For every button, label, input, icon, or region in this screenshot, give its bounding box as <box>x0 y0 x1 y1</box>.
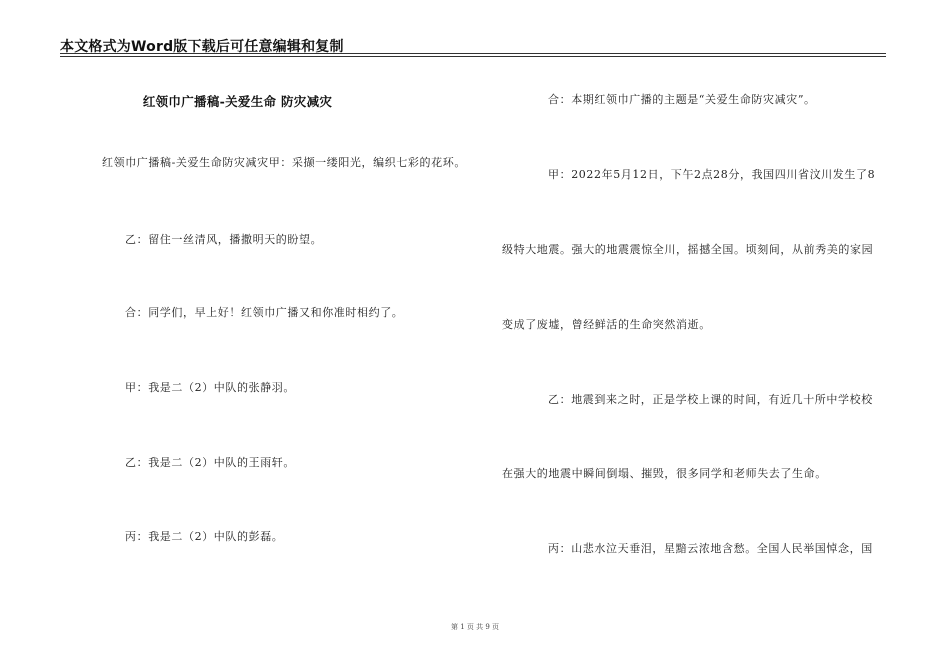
right-line-1: 合：本期红领巾广播的主题是“关爱生命防灾减灾”。 <box>548 93 816 106</box>
header-banner: 本文格式为Word版下载后可任意编辑和复制 <box>60 39 344 55</box>
left-line-2: 乙：留住一丝清风，播撒明天的盼望。 <box>125 233 323 246</box>
right-line-2: 甲：2022年5月12日，下午2点28分，我国四川省汶川发生了8 <box>548 168 876 181</box>
right-line-4: 变成了废墟，曾经鲜活的生命突然消逝。 <box>502 318 711 331</box>
right-line-3: 级特大地震。强大的地震震惊全川，摇撼全国。顷刻间，从前秀美的家园 <box>502 243 874 256</box>
right-line-6: 在强大的地震中瞬间倒塌、摧毁，很多同学和老师失去了生命。 <box>502 467 827 480</box>
document-title: 红领巾广播稿-关爱生命 防灾减灾 <box>142 94 333 109</box>
left-line-6: 丙：我是二（2）中队的彭磊。 <box>125 530 284 543</box>
right-line-7: 丙：山悲水泣天垂泪，星黯云浓地含愁。全国人民举国悼念，国 <box>548 542 873 555</box>
right-line-5: 乙：地震到来之时，正是学校上课的时间，有近几十所中学校校 <box>548 393 873 406</box>
header-divider <box>60 53 886 57</box>
page-number: 第 1 页 共 9 页 <box>450 623 500 631</box>
left-line-3: 合：同学们，早上好！红领巾广播又和你准时相约了。 <box>125 306 404 319</box>
left-line-4: 甲：我是二（2）中队的张静羽。 <box>125 381 295 394</box>
left-line-5: 乙：我是二（2）中队的王雨轩。 <box>125 456 295 469</box>
left-line-1: 红领巾广播稿-关爱生命防灾减灾甲：采撷一缕阳光，编织七彩的花环。 <box>102 156 466 169</box>
